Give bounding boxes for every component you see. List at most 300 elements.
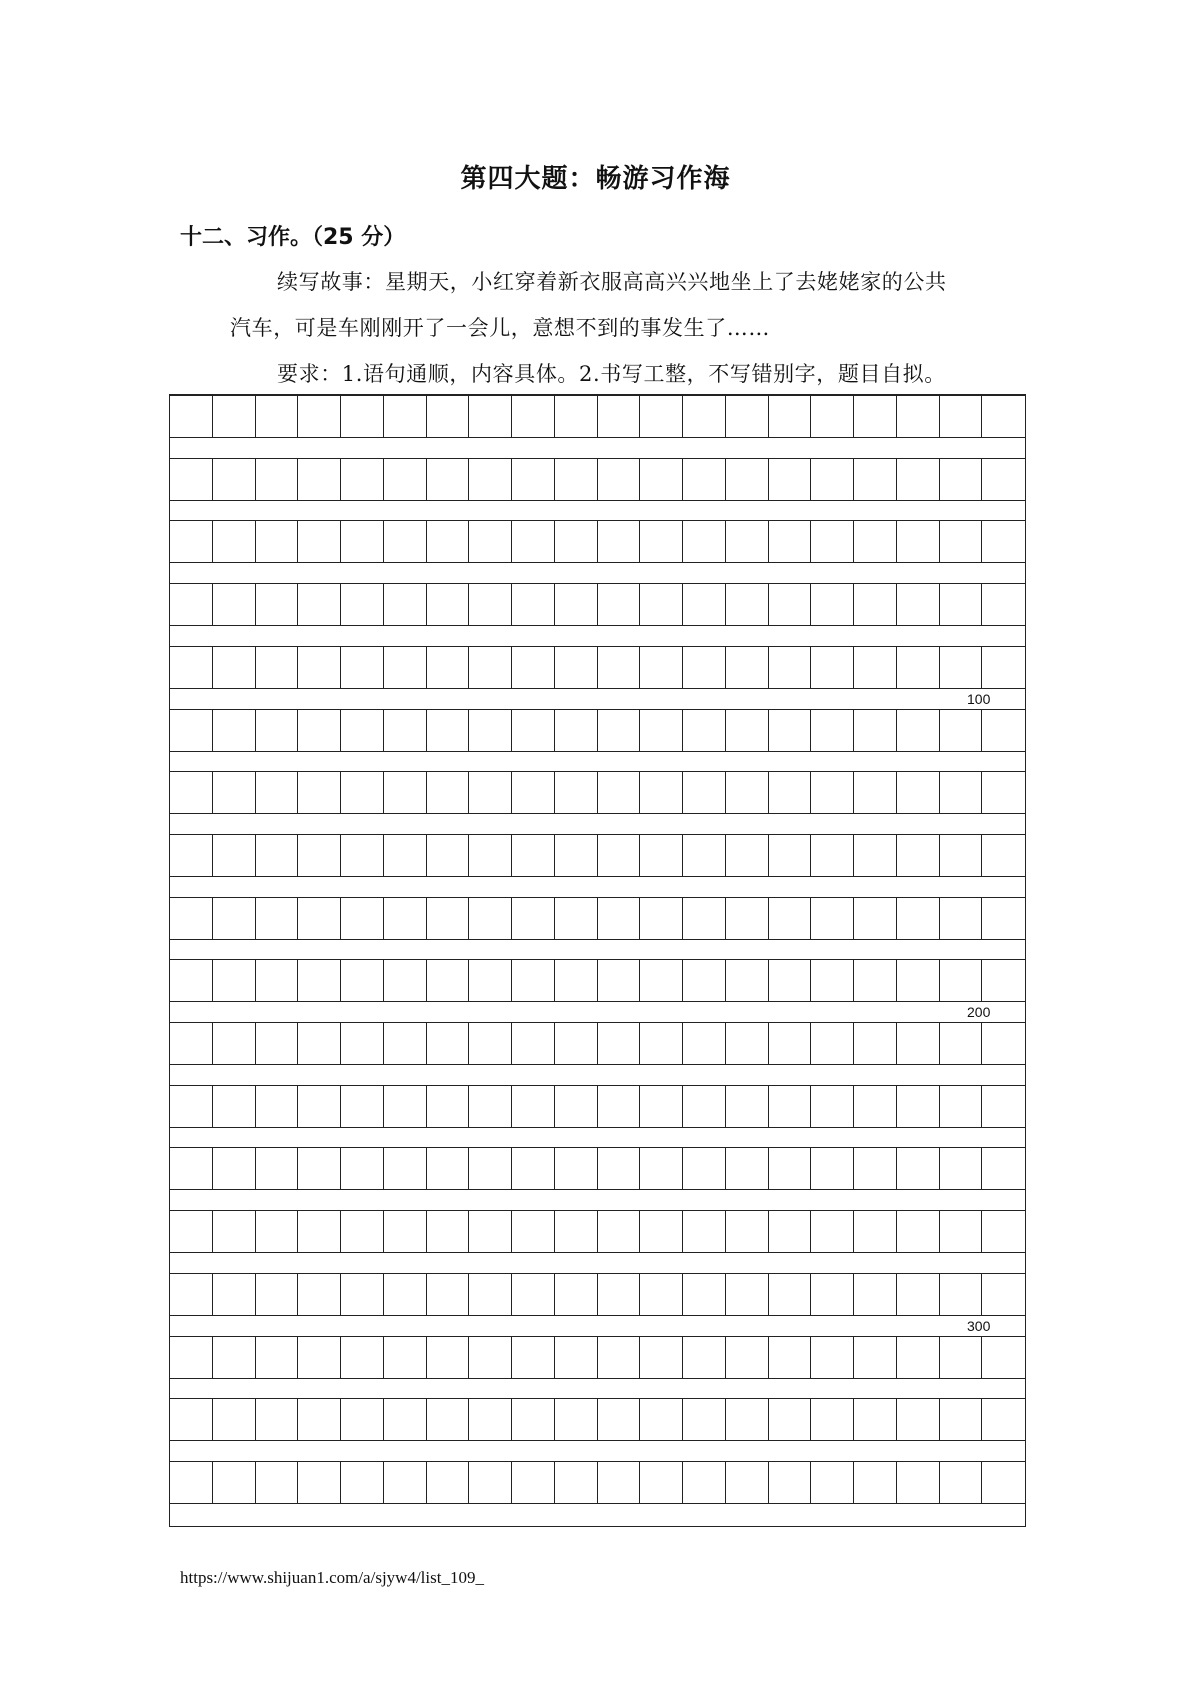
grid-cell[interactable] <box>298 584 341 625</box>
grid-cell[interactable] <box>683 835 726 876</box>
grid-cell[interactable] <box>726 772 769 813</box>
grid-cell[interactable] <box>384 835 427 876</box>
grid-cell[interactable] <box>769 1211 812 1252</box>
grid-cell[interactable] <box>769 1399 812 1440</box>
grid-cell[interactable] <box>298 1086 341 1127</box>
grid-cell[interactable] <box>341 1211 384 1252</box>
grid-cell[interactable] <box>213 1462 256 1503</box>
grid-cell[interactable] <box>640 1274 683 1315</box>
grid-cell[interactable] <box>811 647 854 688</box>
grid-cell[interactable] <box>384 1337 427 1378</box>
grid-cell[interactable] <box>811 1086 854 1127</box>
grid-cell[interactable] <box>256 396 299 437</box>
grid-cell[interactable] <box>683 1148 726 1189</box>
grid-cell[interactable] <box>427 1274 470 1315</box>
grid-cell[interactable] <box>640 772 683 813</box>
grid-cell[interactable] <box>769 960 812 1001</box>
grid-cell[interactable] <box>897 584 940 625</box>
grid-cell[interactable] <box>854 1337 897 1378</box>
grid-cell[interactable] <box>811 521 854 562</box>
grid-cell[interactable] <box>384 459 427 500</box>
grid-cell[interactable] <box>427 1086 470 1127</box>
grid-cell[interactable] <box>512 647 555 688</box>
grid-cell[interactable] <box>427 1399 470 1440</box>
grid-cell[interactable] <box>940 1023 983 1064</box>
grid-cell[interactable] <box>811 960 854 1001</box>
grid-cell[interactable] <box>640 1462 683 1503</box>
grid-cell[interactable] <box>811 1274 854 1315</box>
grid-cell[interactable] <box>640 396 683 437</box>
grid-cell[interactable] <box>854 710 897 751</box>
grid-cell[interactable] <box>940 1462 983 1503</box>
grid-cell[interactable] <box>598 1148 641 1189</box>
grid-cell[interactable] <box>512 459 555 500</box>
grid-cell[interactable] <box>640 1086 683 1127</box>
grid-cell[interactable] <box>341 710 384 751</box>
grid-cell[interactable] <box>555 396 598 437</box>
grid-cell[interactable] <box>256 710 299 751</box>
grid-cell[interactable] <box>726 459 769 500</box>
grid-cell[interactable] <box>769 396 812 437</box>
grid-cell[interactable] <box>854 396 897 437</box>
grid-cell[interactable] <box>854 647 897 688</box>
grid-cell[interactable] <box>854 1274 897 1315</box>
grid-cell[interactable] <box>854 521 897 562</box>
grid-cell[interactable] <box>683 521 726 562</box>
grid-cell[interactable] <box>170 1148 213 1189</box>
grid-cell[interactable] <box>427 1211 470 1252</box>
grid-cell[interactable] <box>683 584 726 625</box>
grid-cell[interactable] <box>341 396 384 437</box>
grid-cell[interactable] <box>683 710 726 751</box>
grid-cell[interactable] <box>256 1399 299 1440</box>
grid-cell[interactable] <box>170 647 213 688</box>
grid-cell[interactable] <box>640 1211 683 1252</box>
grid-cell[interactable] <box>170 960 213 1001</box>
grid-cell[interactable] <box>940 1148 983 1189</box>
grid-cell[interactable] <box>598 1399 641 1440</box>
grid-cell[interactable] <box>170 1462 213 1503</box>
grid-cell[interactable] <box>170 584 213 625</box>
grid-cell[interactable] <box>897 459 940 500</box>
grid-cell[interactable] <box>213 835 256 876</box>
grid-cell[interactable] <box>298 1399 341 1440</box>
grid-cell[interactable] <box>811 1462 854 1503</box>
grid-cell[interactable] <box>256 459 299 500</box>
grid-cell[interactable] <box>940 710 983 751</box>
grid-cell[interactable] <box>384 396 427 437</box>
grid-cell[interactable] <box>940 459 983 500</box>
grid-cell[interactable] <box>854 1211 897 1252</box>
grid-cell[interactable] <box>256 898 299 939</box>
grid-cell[interactable] <box>726 960 769 1001</box>
grid-cell[interactable] <box>769 1086 812 1127</box>
grid-cell[interactable] <box>341 1086 384 1127</box>
grid-cell[interactable] <box>341 835 384 876</box>
grid-cell[interactable] <box>897 1148 940 1189</box>
grid-cell[interactable] <box>555 1086 598 1127</box>
grid-cell[interactable] <box>940 584 983 625</box>
grid-cell[interactable] <box>427 396 470 437</box>
grid-cell[interactable] <box>555 1274 598 1315</box>
grid-cell[interactable] <box>427 1462 470 1503</box>
grid-cell[interactable] <box>341 1148 384 1189</box>
grid-cell[interactable] <box>598 1337 641 1378</box>
grid-cell[interactable] <box>384 1023 427 1064</box>
grid-cell[interactable] <box>256 584 299 625</box>
grid-cell[interactable] <box>427 1337 470 1378</box>
grid-cell[interactable] <box>512 1086 555 1127</box>
grid-cell[interactable] <box>555 521 598 562</box>
grid-cell[interactable] <box>298 396 341 437</box>
grid-cell[interactable] <box>598 647 641 688</box>
grid-cell[interactable] <box>726 1086 769 1127</box>
grid-cell[interactable] <box>213 898 256 939</box>
grid-cell[interactable] <box>555 1462 598 1503</box>
grid-cell[interactable] <box>811 835 854 876</box>
grid-cell[interactable] <box>683 960 726 1001</box>
grid-cell[interactable] <box>213 459 256 500</box>
grid-cell[interactable] <box>811 396 854 437</box>
grid-cell[interactable] <box>769 647 812 688</box>
grid-cell[interactable] <box>427 647 470 688</box>
grid-cell[interactable] <box>341 459 384 500</box>
grid-cell[interactable] <box>512 396 555 437</box>
grid-cell[interactable] <box>897 1274 940 1315</box>
grid-cell[interactable] <box>598 772 641 813</box>
grid-cell[interactable] <box>298 521 341 562</box>
grid-cell[interactable] <box>640 835 683 876</box>
grid-cell[interactable] <box>213 1337 256 1378</box>
grid-cell[interactable] <box>384 647 427 688</box>
grid-cell[interactable] <box>769 835 812 876</box>
grid-cell[interactable] <box>298 647 341 688</box>
grid-cell[interactable] <box>769 1148 812 1189</box>
grid-cell[interactable] <box>854 835 897 876</box>
grid-cell[interactable] <box>769 459 812 500</box>
grid-cell[interactable] <box>598 1462 641 1503</box>
grid-cell[interactable] <box>811 1148 854 1189</box>
grid-cell[interactable] <box>341 647 384 688</box>
grid-cell[interactable] <box>469 1148 512 1189</box>
grid-cell[interactable] <box>384 960 427 1001</box>
grid-cell[interactable] <box>213 647 256 688</box>
grid-cell[interactable] <box>897 647 940 688</box>
grid-cell[interactable] <box>726 396 769 437</box>
grid-cell[interactable] <box>512 835 555 876</box>
grid-cell[interactable] <box>555 772 598 813</box>
grid-cell[interactable] <box>213 1399 256 1440</box>
grid-cell[interactable] <box>769 521 812 562</box>
grid-cell[interactable] <box>427 584 470 625</box>
grid-cell[interactable] <box>427 960 470 1001</box>
footer-url[interactable]: https://www.shijuan1.com/a/sjyw4/list_109_ <box>180 1568 484 1587</box>
grid-cell[interactable] <box>213 960 256 1001</box>
grid-cell[interactable] <box>298 459 341 500</box>
grid-cell[interactable] <box>170 1086 213 1127</box>
grid-cell[interactable] <box>469 898 512 939</box>
grid-cell[interactable] <box>341 1337 384 1378</box>
grid-cell[interactable] <box>170 1337 213 1378</box>
grid-cell[interactable] <box>726 1462 769 1503</box>
grid-cell[interactable] <box>512 960 555 1001</box>
grid-cell[interactable] <box>769 898 812 939</box>
grid-cell[interactable] <box>512 1211 555 1252</box>
grid-cell[interactable] <box>384 584 427 625</box>
grid-cell[interactable] <box>427 772 470 813</box>
grid-cell[interactable] <box>940 1337 983 1378</box>
grid-cell[interactable] <box>598 1023 641 1064</box>
grid-cell[interactable] <box>811 1211 854 1252</box>
grid-cell[interactable] <box>427 1023 470 1064</box>
grid-cell[interactable] <box>298 1274 341 1315</box>
grid-cell[interactable] <box>512 584 555 625</box>
grid-cell[interactable] <box>512 710 555 751</box>
grid-cell[interactable] <box>469 960 512 1001</box>
grid-cell[interactable] <box>598 898 641 939</box>
grid-cell[interactable] <box>854 772 897 813</box>
grid-cell[interactable] <box>897 1086 940 1127</box>
grid-cell[interactable] <box>555 647 598 688</box>
grid-cell[interactable] <box>384 1399 427 1440</box>
grid-cell[interactable] <box>940 772 983 813</box>
grid-cell[interactable] <box>298 1148 341 1189</box>
grid-cell[interactable] <box>897 960 940 1001</box>
grid-cell[interactable] <box>897 1211 940 1252</box>
grid-cell[interactable] <box>811 459 854 500</box>
grid-cell[interactable] <box>341 1023 384 1064</box>
grid-cell[interactable] <box>683 1462 726 1503</box>
grid-cell[interactable] <box>555 960 598 1001</box>
grid-cell[interactable] <box>170 396 213 437</box>
grid-cell[interactable] <box>769 772 812 813</box>
grid-cell[interactable] <box>256 1023 299 1064</box>
grid-cell[interactable] <box>854 459 897 500</box>
grid-cell[interactable] <box>683 898 726 939</box>
grid-cell[interactable] <box>897 1023 940 1064</box>
grid-cell[interactable] <box>469 710 512 751</box>
grid-cell[interactable] <box>769 1462 812 1503</box>
grid-cell[interactable] <box>384 1086 427 1127</box>
grid-cell[interactable] <box>683 1337 726 1378</box>
grid-cell[interactable] <box>940 1274 983 1315</box>
grid-cell[interactable] <box>897 710 940 751</box>
grid-cell[interactable] <box>640 647 683 688</box>
grid-cell[interactable] <box>726 1337 769 1378</box>
grid-cell[interactable] <box>341 1462 384 1503</box>
grid-cell[interactable] <box>726 1274 769 1315</box>
grid-cell[interactable] <box>213 1274 256 1315</box>
grid-cell[interactable] <box>384 772 427 813</box>
grid-cell[interactable] <box>683 772 726 813</box>
grid-cell[interactable] <box>555 1023 598 1064</box>
grid-cell[interactable] <box>170 898 213 939</box>
grid-cell[interactable] <box>598 1086 641 1127</box>
grid-cell[interactable] <box>897 835 940 876</box>
grid-cell[interactable] <box>298 1462 341 1503</box>
grid-cell[interactable] <box>341 584 384 625</box>
grid-cell[interactable] <box>726 647 769 688</box>
grid-cell[interactable] <box>683 647 726 688</box>
grid-cell[interactable] <box>512 1274 555 1315</box>
grid-cell[interactable] <box>811 898 854 939</box>
grid-cell[interactable] <box>811 584 854 625</box>
grid-cell[interactable] <box>811 1023 854 1064</box>
grid-cell[interactable] <box>512 1337 555 1378</box>
grid-cell[interactable] <box>170 710 213 751</box>
grid-cell[interactable] <box>384 521 427 562</box>
grid-cell[interactable] <box>940 835 983 876</box>
grid-cell[interactable] <box>683 1086 726 1127</box>
grid-cell[interactable] <box>427 710 470 751</box>
grid-cell[interactable] <box>469 396 512 437</box>
grid-cell[interactable] <box>940 1086 983 1127</box>
grid-cell[interactable] <box>341 772 384 813</box>
grid-cell[interactable] <box>256 1211 299 1252</box>
grid-cell[interactable] <box>170 1399 213 1440</box>
grid-cell[interactable] <box>897 1337 940 1378</box>
grid-cell[interactable] <box>897 396 940 437</box>
grid-cell[interactable] <box>598 396 641 437</box>
grid-cell[interactable] <box>555 1148 598 1189</box>
grid-cell[interactable] <box>298 1337 341 1378</box>
grid-cell[interactable] <box>555 459 598 500</box>
grid-cell[interactable] <box>811 1337 854 1378</box>
grid-cell[interactable] <box>469 1023 512 1064</box>
writing-grid[interactable] <box>169 394 1026 1527</box>
grid-cell[interactable] <box>640 459 683 500</box>
grid-cell[interactable] <box>940 1211 983 1252</box>
grid-cell[interactable] <box>170 835 213 876</box>
grid-cell[interactable] <box>170 459 213 500</box>
grid-cell[interactable] <box>427 1148 470 1189</box>
grid-cell[interactable] <box>897 1399 940 1440</box>
grid-cell[interactable] <box>256 1086 299 1127</box>
grid-cell[interactable] <box>469 459 512 500</box>
grid-cell[interactable] <box>940 1399 983 1440</box>
grid-cell[interactable] <box>298 710 341 751</box>
grid-cell[interactable] <box>940 521 983 562</box>
grid-cell[interactable] <box>512 772 555 813</box>
grid-cell[interactable] <box>769 1274 812 1315</box>
grid-cell[interactable] <box>598 835 641 876</box>
grid-cell[interactable] <box>170 1211 213 1252</box>
grid-cell[interactable] <box>213 1086 256 1127</box>
grid-cell[interactable] <box>213 772 256 813</box>
grid-cell[interactable] <box>427 459 470 500</box>
grid-cell[interactable] <box>726 1211 769 1252</box>
grid-cell[interactable] <box>213 521 256 562</box>
grid-cell[interactable] <box>897 521 940 562</box>
grid-cell[interactable] <box>726 898 769 939</box>
grid-cell[interactable] <box>854 898 897 939</box>
grid-cell[interactable] <box>854 1148 897 1189</box>
grid-cell[interactable] <box>598 1274 641 1315</box>
grid-cell[interactable] <box>598 584 641 625</box>
grid-cell[interactable] <box>512 1462 555 1503</box>
grid-cell[interactable] <box>341 1399 384 1440</box>
grid-cell[interactable] <box>940 898 983 939</box>
grid-cell[interactable] <box>726 1023 769 1064</box>
grid-cell[interactable] <box>769 584 812 625</box>
grid-cell[interactable] <box>341 521 384 562</box>
grid-cell[interactable] <box>598 960 641 1001</box>
grid-cell[interactable] <box>811 710 854 751</box>
grid-cell[interactable] <box>512 1148 555 1189</box>
grid-cell[interactable] <box>384 1274 427 1315</box>
grid-cell[interactable] <box>256 647 299 688</box>
grid-cell[interactable] <box>170 772 213 813</box>
grid-cell[interactable] <box>427 898 470 939</box>
grid-cell[interactable] <box>256 960 299 1001</box>
grid-cell[interactable] <box>469 772 512 813</box>
grid-cell[interactable] <box>256 521 299 562</box>
grid-cell[interactable] <box>598 521 641 562</box>
grid-cell[interactable] <box>683 1211 726 1252</box>
grid-cell[interactable] <box>683 1023 726 1064</box>
grid-cell[interactable] <box>298 835 341 876</box>
grid-cell[interactable] <box>256 1337 299 1378</box>
grid-cell[interactable] <box>469 647 512 688</box>
grid-cell[interactable] <box>256 1274 299 1315</box>
grid-cell[interactable] <box>769 710 812 751</box>
grid-cell[interactable] <box>640 584 683 625</box>
grid-cell[interactable] <box>683 396 726 437</box>
grid-cell[interactable] <box>384 898 427 939</box>
grid-cell[interactable] <box>170 1023 213 1064</box>
grid-cell[interactable] <box>640 1337 683 1378</box>
grid-cell[interactable] <box>213 710 256 751</box>
grid-cell[interactable] <box>640 1399 683 1440</box>
grid-cell[interactable] <box>555 710 598 751</box>
grid-cell[interactable] <box>298 960 341 1001</box>
grid-cell[interactable] <box>683 1399 726 1440</box>
grid-cell[interactable] <box>726 835 769 876</box>
grid-cell[interactable] <box>726 584 769 625</box>
grid-cell[interactable] <box>854 1399 897 1440</box>
grid-cell[interactable] <box>256 772 299 813</box>
grid-cell[interactable] <box>469 1274 512 1315</box>
grid-cell[interactable] <box>384 1211 427 1252</box>
grid-cell[interactable] <box>469 521 512 562</box>
grid-cell[interactable] <box>854 960 897 1001</box>
grid-cell[interactable] <box>469 1399 512 1440</box>
grid-cell[interactable] <box>512 1399 555 1440</box>
grid-cell[interactable] <box>512 1023 555 1064</box>
grid-cell[interactable] <box>555 1337 598 1378</box>
grid-cell[interactable] <box>427 521 470 562</box>
grid-cell[interactable] <box>512 521 555 562</box>
grid-cell[interactable] <box>170 1274 213 1315</box>
grid-cell[interactable] <box>897 772 940 813</box>
grid-cell[interactable] <box>940 647 983 688</box>
grid-cell[interactable] <box>469 584 512 625</box>
grid-cell[interactable] <box>854 584 897 625</box>
grid-cell[interactable] <box>854 1086 897 1127</box>
grid-cell[interactable] <box>640 710 683 751</box>
grid-cell[interactable] <box>598 1211 641 1252</box>
grid-cell[interactable] <box>940 960 983 1001</box>
grid-cell[interactable] <box>213 1148 256 1189</box>
grid-cell[interactable] <box>854 1462 897 1503</box>
grid-cell[interactable] <box>213 1211 256 1252</box>
grid-cell[interactable] <box>427 835 470 876</box>
grid-cell[interactable] <box>384 1462 427 1503</box>
grid-cell[interactable] <box>469 835 512 876</box>
grid-cell[interactable] <box>726 1399 769 1440</box>
grid-cell[interactable] <box>555 898 598 939</box>
grid-cell[interactable] <box>897 898 940 939</box>
